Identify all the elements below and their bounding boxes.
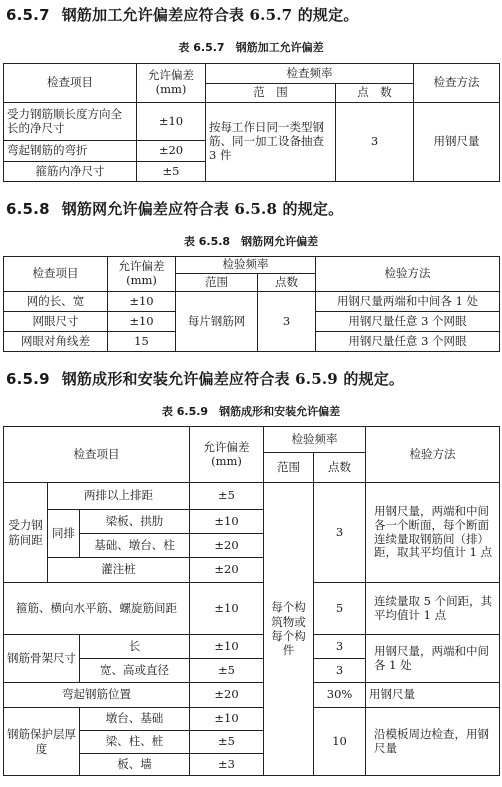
table-cell-points: 3 bbox=[314, 659, 366, 683]
table-cell-item: 长 bbox=[80, 635, 190, 659]
table-cell-deviation: ±20 bbox=[190, 683, 264, 708]
section-6-5-8-heading bbox=[6, 198, 496, 219]
table-6-5-7-caption: 表 6.5.7 钢筋加工允许偏差 bbox=[178, 41, 324, 54]
section-text: 钢筋加工允许偏差应符合表 6.5.7 的规定。 bbox=[61, 6, 359, 24]
table-6-5-8 bbox=[3, 256, 500, 352]
header-range: 范 围 bbox=[206, 84, 336, 103]
table-6-5-7 bbox=[3, 63, 500, 182]
table-6-5-8-caption: 表 6.5.8 钢筋网允许偏差 bbox=[183, 235, 319, 248]
table-cell-method: 连续量取 5 个间距，其平均值计 1 点 bbox=[366, 583, 500, 635]
table-cell-item: 墩台、基础 bbox=[80, 708, 190, 731]
header-points: 点 数 bbox=[336, 84, 414, 103]
header-method: 检查方法 bbox=[414, 64, 500, 103]
table-cell-range: 按每工作日同一类型钢筋、同一加工设备抽查 3 件 bbox=[206, 103, 336, 182]
table-cell-points: 30% bbox=[314, 683, 366, 708]
header-method: 检验方法 bbox=[366, 427, 500, 483]
table-cell-item: 网眼对角线差 bbox=[4, 332, 108, 352]
group-label-spacing: 受力钢筋间距 bbox=[4, 483, 48, 583]
table-cell-points: 10 bbox=[314, 708, 366, 776]
table-cell-item: 梁板、拱肋 bbox=[80, 510, 190, 534]
header-frequency: 检查频率 bbox=[206, 64, 414, 84]
table-cell-method: 沿模板周边检查，用钢尺量 bbox=[366, 708, 500, 776]
table-cell-deviation: 15 bbox=[108, 332, 176, 352]
header-range: 范围 bbox=[264, 453, 314, 483]
table-cell-deviation: ±20 bbox=[190, 558, 264, 583]
table-cell-item: 弯起钢筋的弯折 bbox=[4, 141, 137, 162]
table-cell-deviation: ±10 bbox=[108, 292, 176, 312]
table-6-5-9 bbox=[3, 426, 500, 776]
header-frequency: 检验频率 bbox=[264, 427, 366, 453]
group-label-cover: 钢筋保护层厚度 bbox=[4, 708, 80, 776]
table-cell-item: 宽、高或直径 bbox=[80, 659, 190, 683]
table-cell-deviation: ±5 bbox=[190, 731, 264, 754]
table-cell-item: 基础、墩台、柱 bbox=[80, 534, 190, 558]
section-number: 6.5.8 bbox=[6, 200, 50, 218]
table-cell-points: 5 bbox=[314, 583, 366, 635]
section-text: 钢筋网允许偏差应符合表 6.5.8 的规定。 bbox=[61, 200, 344, 218]
table-cell-deviation: ±20 bbox=[190, 534, 264, 558]
section-6-5-7-heading bbox=[6, 4, 496, 25]
table-cell-method: 用钢尺量 bbox=[366, 683, 500, 708]
table-cell-item: 板、墙 bbox=[80, 754, 190, 776]
table-cell-deviation: ±5 bbox=[190, 483, 264, 510]
header-item: 检查项目 bbox=[4, 427, 190, 483]
table-cell-item: 灌注桩 bbox=[48, 558, 190, 583]
table-6-5-9-caption: 表 6.5.9 钢筋成形和安装允许偏差 bbox=[161, 405, 341, 418]
table-cell-item: 弯起钢筋位置 bbox=[4, 683, 190, 708]
table-cell-points: 3 bbox=[258, 292, 316, 352]
table-cell-item: 箍筋、横向水平筋、螺旋筋间距 bbox=[4, 583, 190, 635]
table-cell-method: 用钢尺量，两端和中间各 1 处 bbox=[366, 635, 500, 683]
table-cell-deviation: ±10 bbox=[137, 103, 206, 141]
header-frequency: 检验频率 bbox=[176, 257, 316, 274]
table-cell-deviation: ±10 bbox=[190, 708, 264, 731]
table-cell-method: 用钢尺量，两端和中间各一个断面，每个断面连续量取钢筋间（排）距，取其平均值计 1 点 bbox=[366, 483, 500, 583]
table-cell-item: 两排以上排距 bbox=[48, 483, 190, 510]
same-row-label: 同排 bbox=[48, 510, 80, 558]
header-deviation: 允许偏差(mm) bbox=[137, 64, 206, 103]
table-cell-points: 3 bbox=[314, 483, 366, 583]
table-cell-item: 网的长、宽 bbox=[4, 292, 108, 312]
table-cell-item: 网眼尺寸 bbox=[4, 312, 108, 332]
header-item: 检查项目 bbox=[4, 257, 108, 292]
table-cell-deviation: ±10 bbox=[190, 510, 264, 534]
section-number: 6.5.9 bbox=[6, 370, 50, 388]
header-method: 检验方法 bbox=[316, 257, 500, 292]
table-cell-range: 每个构筑物或每个构件 bbox=[264, 483, 314, 776]
table-cell-deviation: ±20 bbox=[137, 141, 206, 162]
section-6-5-9-heading bbox=[6, 368, 496, 389]
table-cell-item: 梁、柱、桩 bbox=[80, 731, 190, 754]
header-points: 点数 bbox=[258, 274, 316, 292]
table-cell-points: 3 bbox=[314, 635, 366, 659]
group-label-cage: 钢筋骨架尺寸 bbox=[4, 635, 80, 683]
table-cell-deviation: ±5 bbox=[190, 659, 264, 683]
table-cell-deviation: ±10 bbox=[190, 583, 264, 635]
table-cell-deviation: ±5 bbox=[137, 162, 206, 182]
table-cell-deviation: ±10 bbox=[190, 635, 264, 659]
table-cell-range: 每片钢筋网 bbox=[176, 292, 258, 352]
section-number: 6.5.7 bbox=[6, 6, 50, 24]
table-cell-method: 用钢尺量任意 3 个网眼 bbox=[316, 332, 500, 352]
header-points: 点数 bbox=[314, 453, 366, 483]
table-cell-deviation: ±10 bbox=[108, 312, 176, 332]
table-cell-deviation: ±3 bbox=[190, 754, 264, 776]
section-text: 钢筋成形和安装允许偏差应符合表 6.5.9 的规定。 bbox=[61, 370, 405, 388]
header-deviation: 允许偏差(mm) bbox=[108, 257, 176, 292]
table-cell-item: 受力钢筋顺长度方向全长的净尺寸 bbox=[4, 103, 137, 141]
table-cell-item: 箍筋内净尺寸 bbox=[4, 162, 137, 182]
table-cell-points: 3 bbox=[336, 103, 414, 182]
header-deviation: 允许偏差(mm) bbox=[190, 427, 264, 483]
table-cell-method: 用钢尺量两端和中间各 1 处 bbox=[316, 292, 500, 312]
header-item: 检查项目 bbox=[4, 64, 137, 103]
table-cell-method: 用钢尺量 bbox=[414, 103, 500, 182]
table-cell-method: 用钢尺量任意 3 个网眼 bbox=[316, 312, 500, 332]
header-range: 范围 bbox=[176, 274, 258, 292]
